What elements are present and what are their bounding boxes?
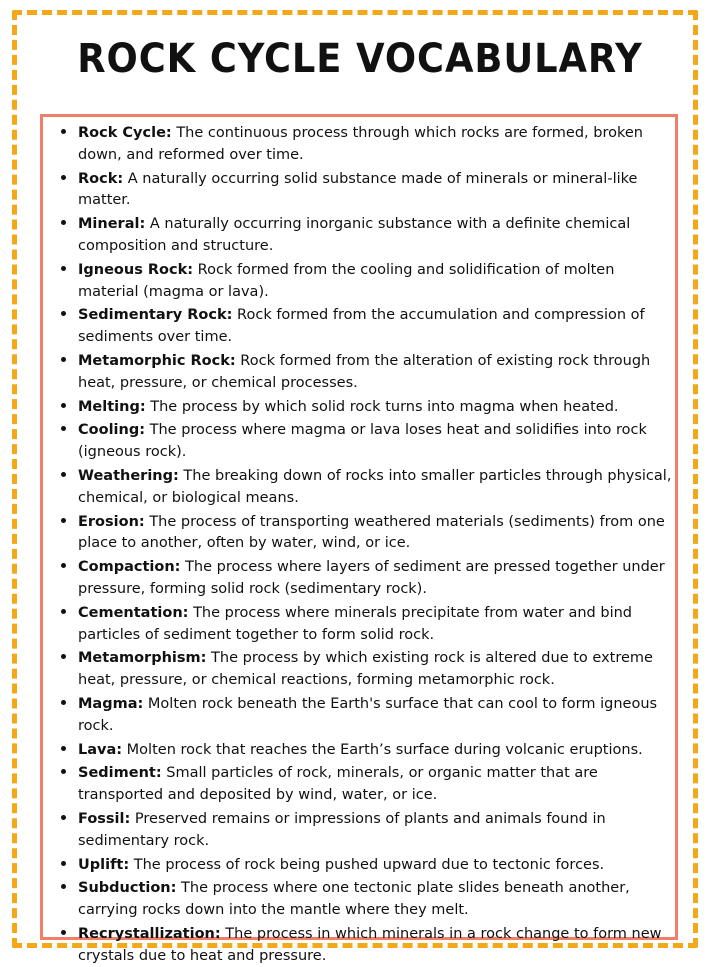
vocab-term: Metamorphism: <box>78 650 207 667</box>
vocab-item-erosion <box>78 510 678 556</box>
vocab-definition: The process where one tectonic plate slides beneath another, carrying rocks down into the mantle where they melt. <box>78 880 630 919</box>
vocab-definition: Small particles of rock, minerals, or organic matter that are transported and deposited by wind, water, or ice. <box>78 765 598 804</box>
vocab-term: Cooling: <box>78 422 146 439</box>
vocab-item-metamorphic-rock <box>78 349 678 395</box>
vocab-item-melting <box>78 395 678 419</box>
vocab-term: Subduction: <box>78 880 177 897</box>
vocab-term: Sediment: <box>78 765 162 782</box>
vocab-definition: Rock formed from the cooling and solidification of molten material (magma or lava). <box>78 261 615 300</box>
vocab-definition: The breaking down of rocks into smaller particles through physical, chemical, or biological means. <box>78 467 672 506</box>
vocab-definition: Rock formed from the alteration of existing rock through heat, pressure, or chemical processes. <box>78 352 651 391</box>
vocab-term: Magma: <box>78 695 144 712</box>
vocab-definition: The process where layers of sediment are pressed together under pressure, forming solid rock (sedimentary rock). <box>78 559 665 597</box>
vocab-definition: The process where magma or lava loses heat and solidifies into rock (igneous rock). <box>78 422 647 461</box>
vocab-item-subduction <box>78 876 678 922</box>
vocab-definition: Molten rock that reaches the Earth’s surface during volcanic eruptions. <box>126 741 643 758</box>
vocab-item-cementation <box>78 601 678 647</box>
vocab-item-sediment <box>78 761 678 807</box>
vocab-term: Igneous Rock: <box>78 261 194 278</box>
vocab-definition: The process of transporting weathered materials (sediments) from one place to another, often by water, wind, or ice. <box>78 513 665 552</box>
vocab-definition: The process of rock being pushed upward due to tectonic forces. <box>133 856 605 873</box>
vocab-item-lava <box>78 738 678 762</box>
page-title: ROCK CYCLE VOCABULARY <box>77 36 643 82</box>
vocab-term: Melting: <box>78 398 146 415</box>
vocab-item-igneous-rock <box>78 258 678 304</box>
vocab-definition: Molten rock beneath the Earth's surface that can cool to form igneous rock. <box>78 695 658 734</box>
vocab-item-rock-cycle <box>78 121 678 167</box>
vocab-definition: A naturally occurring solid substance made of minerals or mineral-like matter. <box>78 170 638 209</box>
vocab-definition: The process where minerals precipitate from water and bind particles of sediment together to form solid rock. <box>78 604 632 643</box>
vocab-item-rock <box>78 167 678 213</box>
vocab-item-weathering <box>78 464 678 510</box>
vocab-term: Metamorphic Rock: <box>78 352 236 369</box>
vocab-term: Rock: <box>78 170 124 187</box>
vocab-item-cooling <box>78 418 678 464</box>
vocab-item-recrystallization <box>78 922 678 967</box>
vocab-item-sedimentary-rock <box>78 303 678 349</box>
vocab-term: Compaction: <box>78 559 181 576</box>
vocab-item-mineral <box>78 212 678 258</box>
vocab-item-uplift <box>78 853 678 877</box>
vocab-definition: A naturally occurring inorganic substance with a definite chemical composition and structure. <box>78 216 631 254</box>
vocab-item-compaction <box>78 555 678 601</box>
vocab-definition: Rock formed from the accumulation and compression of sediments over time. <box>78 307 645 346</box>
vocab-definition: Preserved remains or impressions of plants and animals found in sedimentary rock. <box>78 810 606 849</box>
vocab-term: Cementation: <box>78 604 189 621</box>
vocab-definition: The process by which solid rock turns into magma when heated. <box>150 398 619 415</box>
vocab-definition: The continuous process through which rocks are formed, broken down, and reformed over time. <box>78 125 643 163</box>
vocab-term: Uplift: <box>78 856 130 873</box>
vocab-term: Sedimentary Rock: <box>78 307 233 324</box>
vocab-term: Fossil: <box>78 810 131 827</box>
vocab-item-magma <box>78 692 678 738</box>
vocab-definition: The process in which minerals in a rock change to form new crystals due to heat and pressure. <box>78 925 662 964</box>
vocab-definition: The process by which existing rock is altered due to extreme heat, pressure, or chemical reactions, forming metamorphic rock. <box>78 650 653 689</box>
vocab-term: Rock Cycle: <box>78 125 172 141</box>
vocab-term: Recrystallization: <box>78 925 221 942</box>
vocab-item-metamorphism <box>78 646 678 692</box>
vocab-term: Mineral: <box>78 216 146 233</box>
vocab-term: Erosion: <box>78 513 145 530</box>
vocab-term: Lava: <box>78 741 123 758</box>
vocab-item-fossil <box>78 807 678 853</box>
vocab-term: Weathering: <box>78 467 179 484</box>
vocabulary-list <box>52 121 678 967</box>
